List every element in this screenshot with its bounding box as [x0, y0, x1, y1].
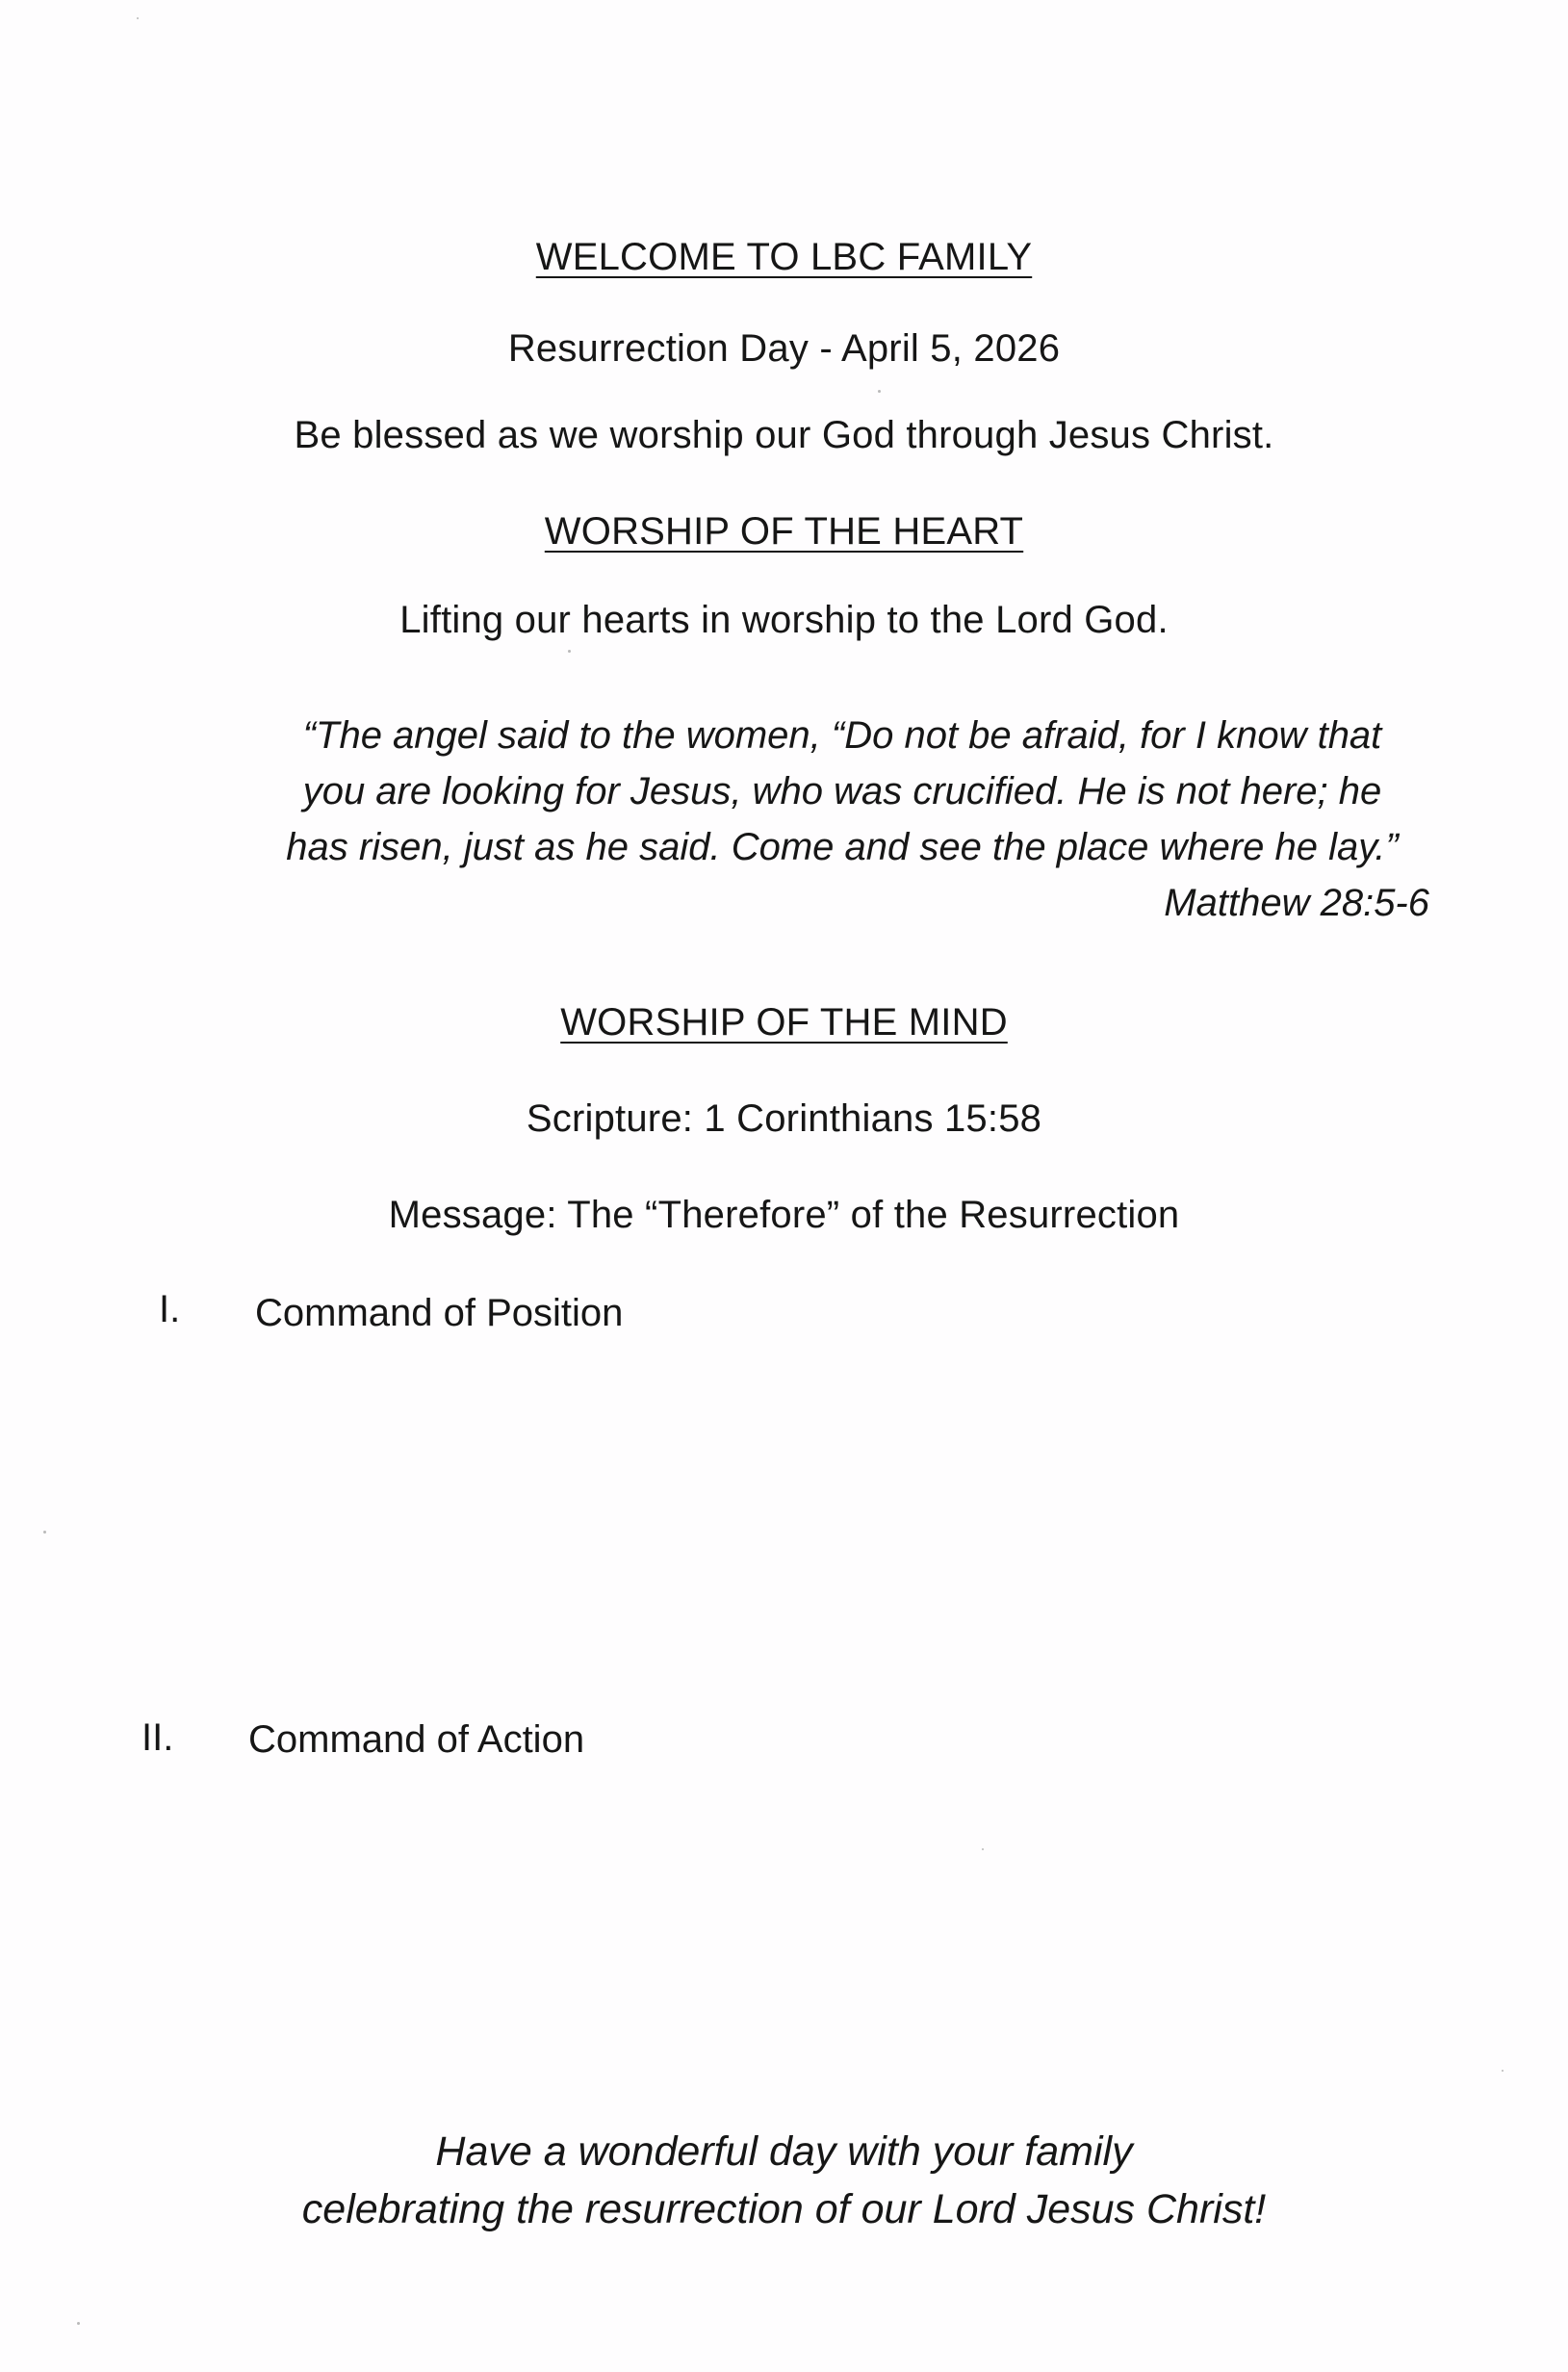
scripture-quote [255, 708, 1429, 924]
worship-heart-heading: WORSHIP OF THE HEART [544, 510, 1024, 553]
heart-subtitle: Lifting our hearts in worship to the Lord God. [399, 599, 1169, 641]
paper-speck [982, 1848, 984, 1850]
closing-message [0, 2123, 1568, 2238]
scripture-reference: Scripture: 1 Corinthians 15:58 [526, 1097, 1042, 1140]
outline-numeral: II. [141, 1716, 174, 1759]
paper-speck [878, 390, 881, 393]
occasion-date: Resurrection Day - April 5, 2026 [507, 327, 1061, 370]
paper-speck [77, 2322, 80, 2325]
quote-line-1: “The angel said to the women, “Do not be afraid, for I know that [302, 714, 1382, 757]
closing-line-2: celebrating the resurrection of our Lord Jesus Christ! [301, 2186, 1267, 2232]
blessing-line: Be blessed as we worship our God through Jesus Christ. [294, 414, 1274, 456]
outline-point-position: Command of Position [255, 1292, 624, 1334]
quote-reference: Matthew 28:5-6 [1164, 882, 1429, 924]
quote-line-3: has risen, just as he said. Come and see the place where he lay.” [286, 826, 1399, 868]
quote-line-2: you are looking for Jesus, who was crucified. He is not here; he [302, 770, 1382, 812]
welcome-heading: WELCOME TO LBC FAMILY [535, 236, 1033, 278]
outline-numeral: I. [159, 1288, 181, 1330]
paper-speck [137, 17, 139, 19]
worship-mind-heading: WORSHIP OF THE MIND [560, 1001, 1008, 1044]
paper-speck [568, 650, 571, 653]
message-title: Message: The “Therefore” of the Resurrection [388, 1194, 1180, 1236]
outline-point-action: Command of Action [248, 1718, 585, 1761]
paper-speck [43, 1531, 46, 1534]
paper-speck [1502, 2070, 1504, 2072]
closing-line-1: Have a wonderful day with your family [435, 2128, 1133, 2175]
